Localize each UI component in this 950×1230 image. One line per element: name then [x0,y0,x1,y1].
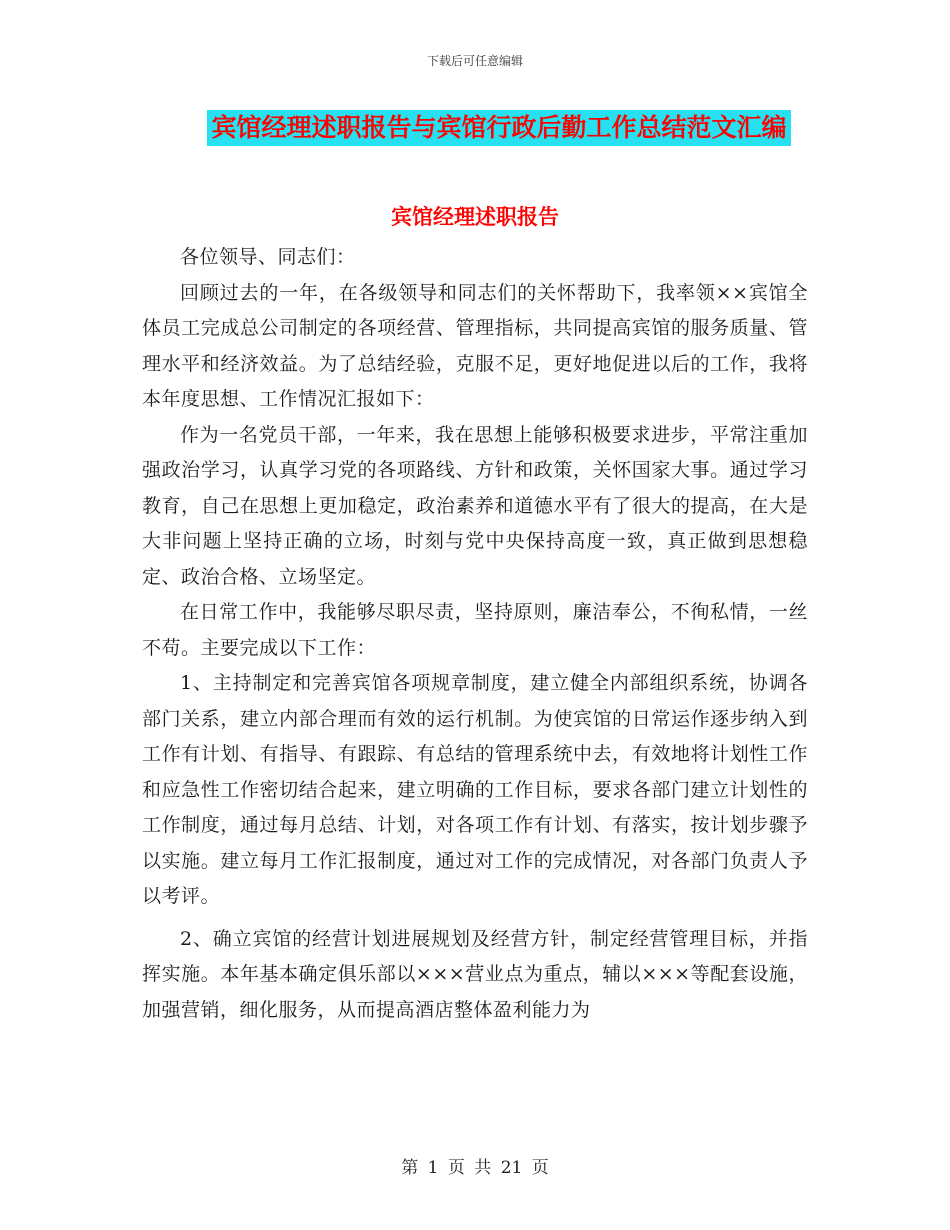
body-paragraph: 在日常工作中，我能够尽职尽责，坚持原则，廉洁奉公，不徇私情，一丝不苟。主要完成以下工作： [142,601,808,659]
numbered-item-paragraph: 1、主持制定和完善宾馆各项规章制度，建立健全内部组织系统，协调各部门关系，建立内部合理而有效的运行机制。为使宾馆的日常运作逐步纳入到工作有计划、有指导、有跟踪、有总结的管理系统中去，有效地将计划性工作和应急性工作密切结合起来，建立明确的工作目标，要求各部门建立计划性的工作制度，通过每月总结、计划，对各项工作有计划、有落实，按计划步骤予以实施。建立每月工作汇报制度，通过对工作的完成情况，对各部门负责人予以考评。 [142,672,808,907]
page-number-footer: 第 1 页 共 21 页 [401,1158,549,1178]
main-title: 宾馆经理述职报告与宾馆行政后勤工作总结范文汇编 [207,110,790,146]
section-title: 宾馆经理述职报告 [391,204,559,229]
header-note: 下载后可任意编辑 [426,54,523,68]
main-title-container [0,110,950,146]
body-paragraph: 回顾过去的一年，在各级领导和同志们的关怀帮助下，我率领××宾馆全体员工完成总公司制定的各项经营、管理指标，共同提高宾馆的服务质量、管理水平和经济效益。为了总结经验，克服不足，更好地促进以后的工作，我将本年度思想、工作情况汇报如下： [142,281,808,410]
numbered-item-paragraph: 2、确立宾馆的经营计划进展规划及经营方针，制定经营管理目标，并指挥实施。本年基本确定俱乐部以×××营业点为重点，辅以×××等配套设施，加强营销，细化服务，从而提高酒店整体盈利能力为 [142,927,808,1021]
body-paragraph: 作为一名党员干部，一年来，我在思想上能够积极要求进步，平常注重加强政治学习，认真学习党的各项路线、方针和政策，关怀国家大事。通过学习教育，自己在思想上更加稳定，政治素养和道德水平有了很大的提高，在大是大非问题上坚持正确的立场，时刻与党中央保持高度一致，真正做到思想稳定、政治合格、立场坚定。 [142,423,808,588]
salutation-paragraph: 各位领导、同志们： [180,246,356,268]
document-body [142,240,808,1028]
